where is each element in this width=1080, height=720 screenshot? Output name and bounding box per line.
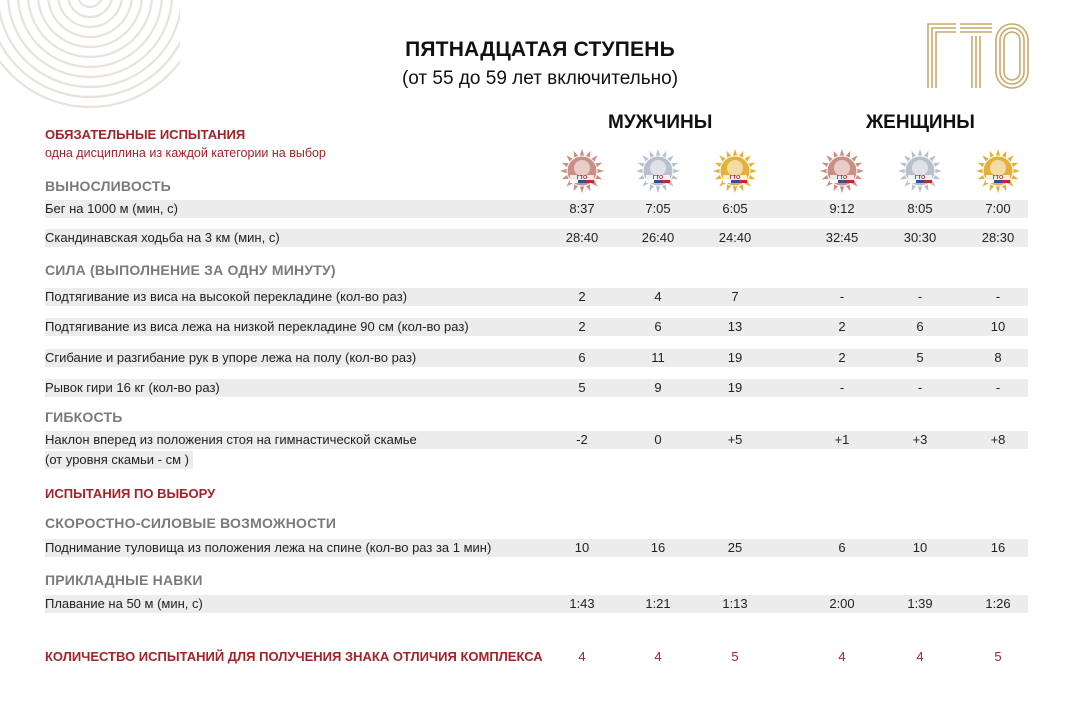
value-women-silver: 5 [916,350,924,365]
section-flexibility: ГИБКОСТЬ [45,409,123,425]
value-women-bronze: 9:12 [829,201,855,216]
section-speed-strength: СКОРОСТНО-СИЛОВЫЕ ВОЗМОЖНОСТИ [45,515,337,531]
table-row-bend [45,431,1028,449]
table-row-situp [45,539,1028,557]
row-label: Бег на 1000 м (мин, с) [45,201,178,216]
final-men-silver: 4 [654,649,662,664]
row-label: Плавание на 50 м (мин, с) [45,596,203,611]
table-row-kettlebell [45,379,1028,397]
value-men-bronze: 5 [578,380,586,395]
gto-badge-bronze-icon [558,147,606,195]
row-label: Сгибание и разгибание рук в упоре лежа на полу (кол-во раз) [45,350,417,365]
final-count-label: КОЛИЧЕСТВО ИСПЫТАНИЙ ДЛЯ ПОЛУЧЕНИЯ ЗНАКА ОТЛИЧИЯ КОМПЛЕКСА [45,649,543,664]
value-men-silver: 11 [651,350,665,365]
required-tests-title: ОБЯЗАТЕЛЬНЫЕ ИСПЫТАНИЯ [45,127,246,142]
value-men-silver: 26:40 [641,230,675,245]
value-men-gold: 13 [727,319,743,334]
table-row-walk [45,229,1028,247]
value-women-gold: 8 [994,350,1002,365]
value-women-gold: 1:26 [985,596,1011,611]
section-strength: СИЛА (ВЫПОЛНЕНИЕ ЗА ОДНУ МИНУТУ) [45,262,336,278]
row-label: Наклон вперед из положения стоя на гимнастической скамье [45,432,417,447]
gto-badge-silver-icon [634,147,682,195]
value-men-gold: +5 [727,432,743,447]
value-men-bronze: 10 [574,540,590,555]
value-men-silver: 6 [654,319,662,334]
badge-label: ГТО [836,175,848,181]
gto-badge-gold-icon [711,147,759,195]
table-row-pullup-high [45,288,1028,306]
men-header: МУЖЧИНЫ [608,112,713,133]
final-women-silver: 4 [916,649,924,664]
value-women-bronze: 2 [838,350,846,365]
value-men-gold: 19 [727,380,743,395]
row-label-continuation: (от уровня скамьи - см ) [45,451,193,469]
value-men-gold: 24:40 [718,230,752,245]
row-label: Подтягивание из виса на высокой перекладине (кол-во раз) [45,289,408,304]
value-men-bronze: 28:40 [565,230,599,245]
final-men-gold: 5 [731,649,739,664]
page-title: ПЯТНАДЦАТАЯ СТУПЕНЬ [405,38,675,61]
row-label: Подтягивание из виса лежа на низкой перекладине 90 см (кол-во раз) [45,319,469,334]
value-men-bronze: 6 [578,350,586,365]
row-label: Скандинавская ходьба на 3 км (мин, с) [45,230,280,245]
row-label: Рывок гири 16 кг (кол-во раз) [45,380,220,395]
value-women-silver: - [917,380,923,395]
gto-badge-gold-icon [974,147,1022,195]
value-men-silver: 7:05 [645,201,671,216]
optional-tests-title: ИСПЫТАНИЯ ПО ВЫБОРУ [45,486,216,501]
value-women-bronze: 6 [838,540,846,555]
row-label: Поднимание туловища из положения лежа на спине (кол-во раз за 1 мин) [45,540,492,555]
badge-label: ГТО [914,175,926,181]
value-women-silver: 1:39 [907,596,933,611]
value-women-gold: 10 [990,319,1006,334]
value-women-gold: - [995,289,1001,304]
value-men-gold: 1:13 [722,596,748,611]
value-women-gold: 28:30 [981,230,1015,245]
value-men-bronze: 2 [578,319,586,334]
value-women-silver: 30:30 [903,230,937,245]
badge-label: ГТО [992,175,1004,181]
table-row-pullup-low [45,318,1028,336]
final-men-bronze: 4 [578,649,586,664]
value-men-silver: 9 [654,380,662,395]
gto-badge-silver-icon [896,147,944,195]
required-tests-subtitle: одна дисциплина из каждой категории на выбор [45,146,326,160]
value-men-silver: 0 [654,432,662,447]
value-women-bronze: 2:00 [829,596,855,611]
value-men-silver: 4 [654,289,662,304]
table-row-swim [45,595,1028,613]
value-men-gold: 7 [731,289,739,304]
value-women-silver: 6 [916,319,924,334]
value-women-gold: +8 [990,432,1006,447]
value-women-bronze: 32:45 [825,230,859,245]
value-men-bronze: 8:37 [569,201,595,216]
value-women-silver: 10 [912,540,928,555]
final-women-gold: 5 [994,649,1002,664]
value-women-silver: +3 [912,432,928,447]
value-women-silver: 8:05 [907,201,933,216]
badge-label: ГТО [576,175,588,181]
value-men-gold: 6:05 [722,201,748,216]
value-women-bronze: - [839,289,845,304]
table-row-pushup [45,349,1028,367]
badge-label: ГТО [729,175,741,181]
value-men-bronze: 1:43 [569,596,595,611]
value-men-bronze: -2 [576,432,588,447]
value-men-gold: 19 [727,350,743,365]
section-endurance: ВЫНОСЛИВОСТЬ [45,178,171,194]
table-row-run [45,200,1028,218]
final-women-bronze: 4 [838,649,846,664]
women-header: ЖЕНЩИНЫ [866,112,975,133]
value-women-silver: - [917,289,923,304]
gto-logo [926,22,1030,90]
page-subtitle: (от 55 до 59 лет включительно) [401,68,679,89]
value-women-bronze: +1 [834,432,850,447]
gto-badge-bronze-icon [818,147,866,195]
value-women-gold: 7:00 [985,201,1011,216]
value-men-gold: 25 [727,540,743,555]
value-men-silver: 16 [650,540,666,555]
value-women-bronze: 2 [838,319,846,334]
value-women-bronze: - [839,380,845,395]
value-men-silver: 1:21 [645,596,671,611]
section-applied: ПРИКЛАДНЫЕ НАВКИ [45,572,203,588]
badge-label: ГТО [652,175,664,181]
value-women-gold: 16 [990,540,1006,555]
value-men-bronze: 2 [578,289,586,304]
value-women-gold: - [995,380,1001,395]
